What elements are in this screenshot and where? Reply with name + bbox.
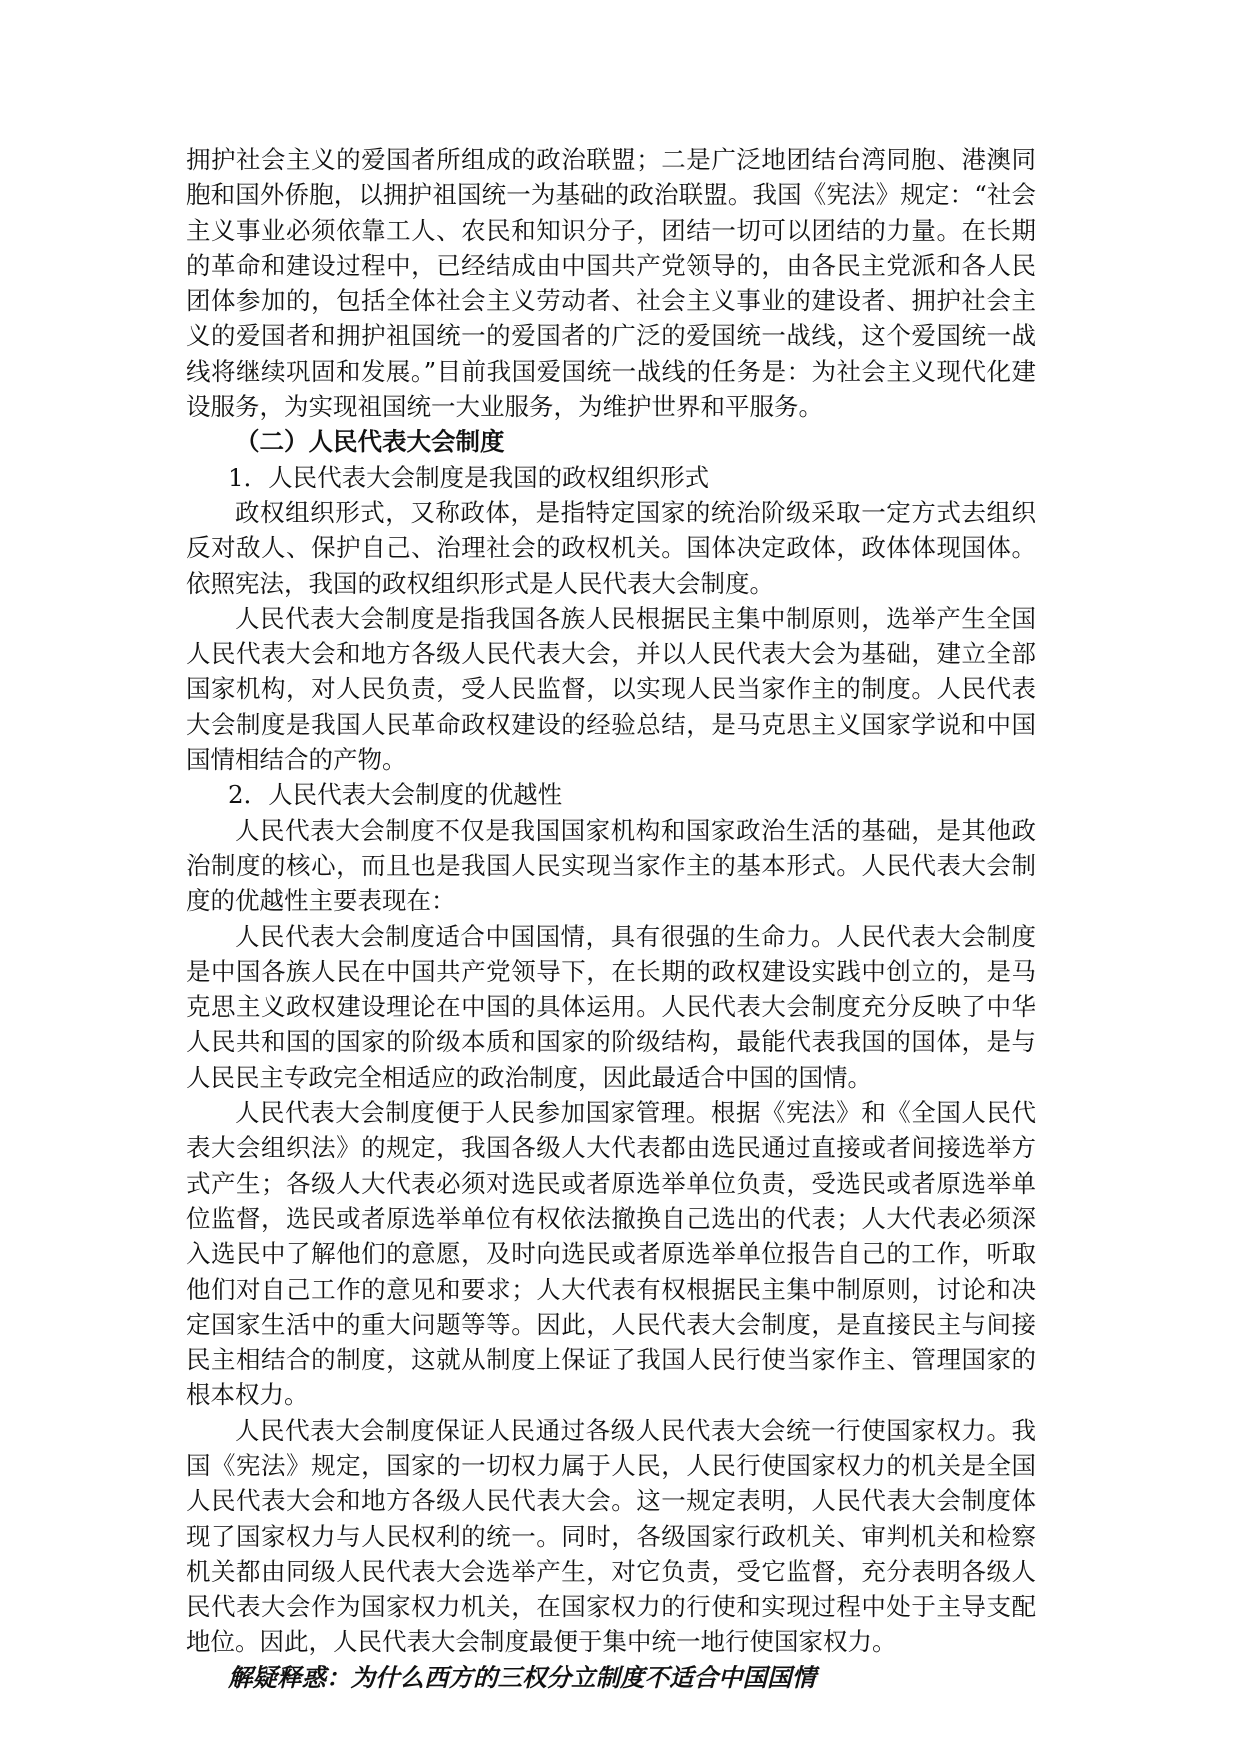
section-heading-npc-system: （二）人民代表大会制度 [235,427,505,457]
document-page [186,142,1036,1695]
paragraph-political-form-definition: 政权组织形式，又称政体，是指特定国家的统治阶级采取一定方式去组织反对敌人、保护自己、治理社会的政权机关。国体决定政体，政体体现国体。依照宪法，我国的政权组织形式是人民代表大会制度。 [186,497,1036,598]
paragraph-advantages-intro: 人民代表大会制度不仅是我国国家机构和国家政治生活的基础，是其他政治制度的核心，而且也是我国人民实现当家作主的基本形式。人民代表大会制度的优越性主要表现在： [186,815,1036,916]
paragraph-united-front: 拥护社会主义的爱国者所组成的政治联盟；二是广泛地团结台湾同胞、港澳同胞和国外侨胞，以拥护祖国统一为基础的政治联盟。我国《宪法》规定：“社会主义事业必须依靠工人、农民和知识分子，团结一切可以团结的力量。在长期的革命和建设过程中，已经结成由中国共产党领导的，由各民主党派和各人民团体参加的，包括全体社会主义劳动者、社会主义事业的建设者、拥护社会主义的爱国者和拥护祖国统一的爱国者的广泛的爱国统一战线，这个爱国统一战线将继续巩固和发展。”目前我国爱国统一战线的任务是：为社会主义现代化建设服务，为实现祖国统一大业服务，为维护世界和平服务。 [186,145,1036,422]
paragraph-fits-national-conditions: 人民代表大会制度适合中国国情，具有很强的生命力。人民代表大会制度是中国各族人民在中国共产党领导下，在长期的政权建设实践中创立的，是马克思主义政权建设理论在中国的具体运用。人民代表大会制度充分反映了中华人民共和国的国家的阶级本质和国家的阶级结构，最能代表我国的国体，是与人民民主专政完全相适应的政治制度，因此最适合中国的国情。 [186,921,1036,1092]
subheading-political-form: 1．人民代表大会制度是我国的政权组织形式 [228,462,710,492]
subheading-npc-advantages: 2．人民代表大会制度的优越性 [228,780,563,810]
callout-question-heading: 解疑释惑：为什么西方的三权分立制度不适合中国国情 [228,1662,816,1692]
paragraph-npc-system-definition: 人民代表大会制度是指我国各族人民根据民主集中制原则，选举产生全国人民代表大会和地方各级人民代表大会，并以人民代表大会为基础，建立全部国家机构，对人民负责，受人民监督，以实现人民当家作主的制度。人民代表大会制度是我国人民革命政权建设的经验总结，是马克思主义国家学说和中国国情相结合的产物。 [186,603,1036,775]
paragraph-unified-state-power: 人民代表大会制度保证人民通过各级人民代表大会统一行使国家权力。我国《宪法》规定，国家的一切权力属于人民，人民行使国家权力的机关是全国人民代表大会和地方各级人民代表大会。这一规定表明，人民代表大会制度体现了国家权力与人民权利的统一。同时，各级国家行政机关、审判机关和检察机关都由同级人民代表大会选举产生，对它负责，受它监督，充分表明各级人民代表大会作为国家权力机关，在国家权力的行使和实现过程中处于主导支配地位。因此，人民代表大会制度最便于集中统一地行使国家权力。 [186,1415,1036,1657]
paragraph-people-participation: 人民代表大会制度便于人民参加国家管理。根据《宪法》和《全国人民代表大会组织法》的规定，我国各级人大代表都由选民通过直接或者间接选举方式产生；各级人大代表必须对选民或者原选举单位负责，受选民或者原选举单位监督，选民或者原选举单位有权依法撤换自己选出的代表；人大代表必须深入选民中了解他们的意愿，及时向选民或者原选举单位报告自己的工作，听取他们对自己工作的意见和要求；人大代表有权根据民主集中制原则，讨论和决定国家生活中的重大问题等等。因此，人民代表大会制度，是直接民主与间接民主相结合的制度，这就从制度上保证了我国人民行使当家作主、管理国家的根本权力。 [186,1098,1036,1410]
